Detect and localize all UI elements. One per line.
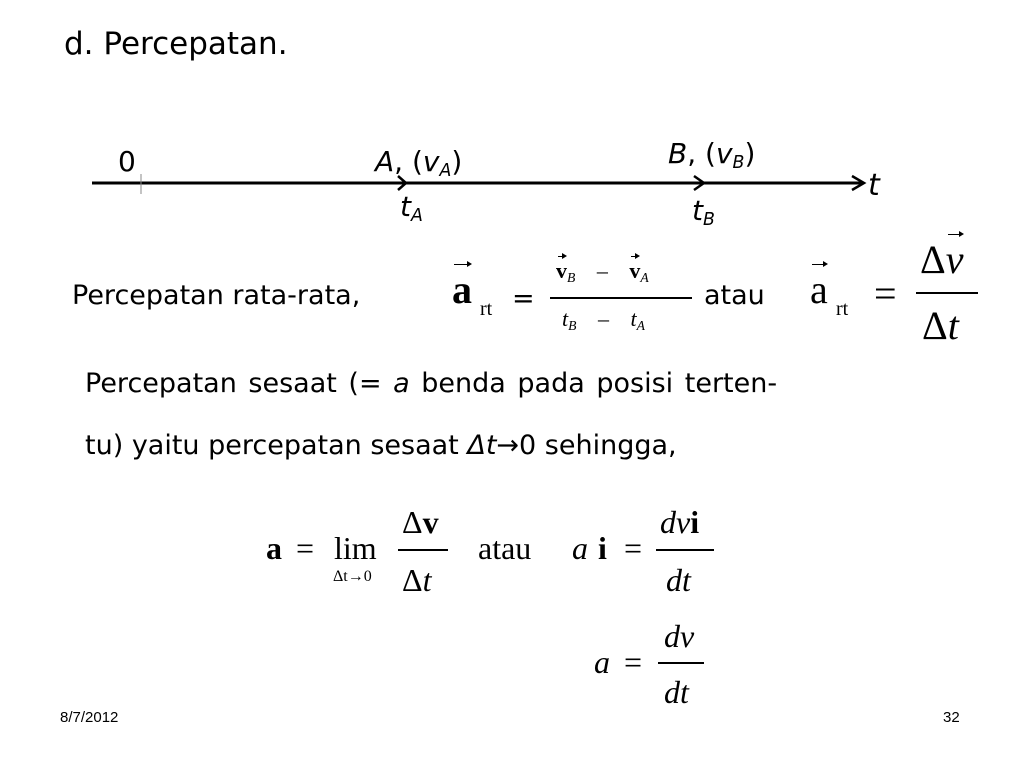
point-b-label: B, $(v_B)$	[668, 137, 756, 174]
time-axis-label: t	[868, 168, 880, 203]
inst-dt: dt	[666, 562, 691, 598]
avg-delta-t: Δt	[922, 303, 959, 348]
instantaneous-paragraph-line-2: tu) yaitu percepatan sesaat Δt→0 sehingga,	[85, 430, 677, 461]
scalar-fraction-bar	[658, 662, 704, 664]
inst-delta-v: Δv	[402, 504, 439, 540]
avg-acceleration-label: Percepatan rata-rata,	[72, 280, 361, 311]
inst-lim-subscript: Δt→0	[333, 568, 372, 585]
scalar-dt: dt	[664, 674, 689, 710]
avg-equals: =	[512, 283, 535, 314]
inst-equals: =	[296, 530, 315, 566]
point-a-label: A, $(v_A)$	[375, 145, 463, 182]
scalar-a: a	[594, 644, 610, 680]
timeline-origin: 0	[118, 145, 136, 178]
inst-atau: atau	[478, 530, 532, 566]
scalar-equals: =	[624, 644, 643, 680]
avg-equals-2: =	[874, 271, 897, 316]
inst-delta-t: Δt	[402, 562, 432, 598]
inst-dvi: dvi	[660, 504, 700, 540]
avg-a-symbol-2: a	[810, 267, 828, 312]
avg-delta-v: Δv	[920, 237, 964, 282]
footer-date: 8/7/2012	[60, 709, 119, 726]
avg-a-symbol: a	[452, 267, 472, 312]
inst-fraction-bar	[398, 549, 448, 551]
inst-a-i: a i	[572, 530, 607, 566]
inst-a-symbol: a	[266, 530, 282, 566]
avg-fraction-numerator: $v_B - v_A$	[556, 258, 649, 286]
instantaneous-paragraph-line-1: Percepatan sesaat (= a benda pada posisi terten-	[85, 368, 778, 399]
avg-fraction-bar	[550, 297, 692, 299]
avg-a-subscript-2: rt	[836, 298, 849, 320]
point-a-time: $t_A$	[400, 190, 423, 227]
inst-fraction-bar-2	[656, 549, 714, 551]
footer-page-number: 32	[943, 709, 960, 726]
inst-equals-2: =	[624, 530, 643, 566]
avg-atau: atau	[704, 280, 765, 311]
inst-lim: lim	[334, 530, 377, 566]
avg-a-subscript: rt	[480, 298, 493, 320]
avg-fraction-denominator: $t_B - t_A$	[562, 306, 645, 334]
point-b-time: $t_B$	[692, 194, 715, 231]
slide-title: d. Percepatan.	[64, 26, 288, 62]
avg-fraction-bar-2	[916, 292, 978, 294]
scalar-dv: dv	[664, 618, 695, 654]
